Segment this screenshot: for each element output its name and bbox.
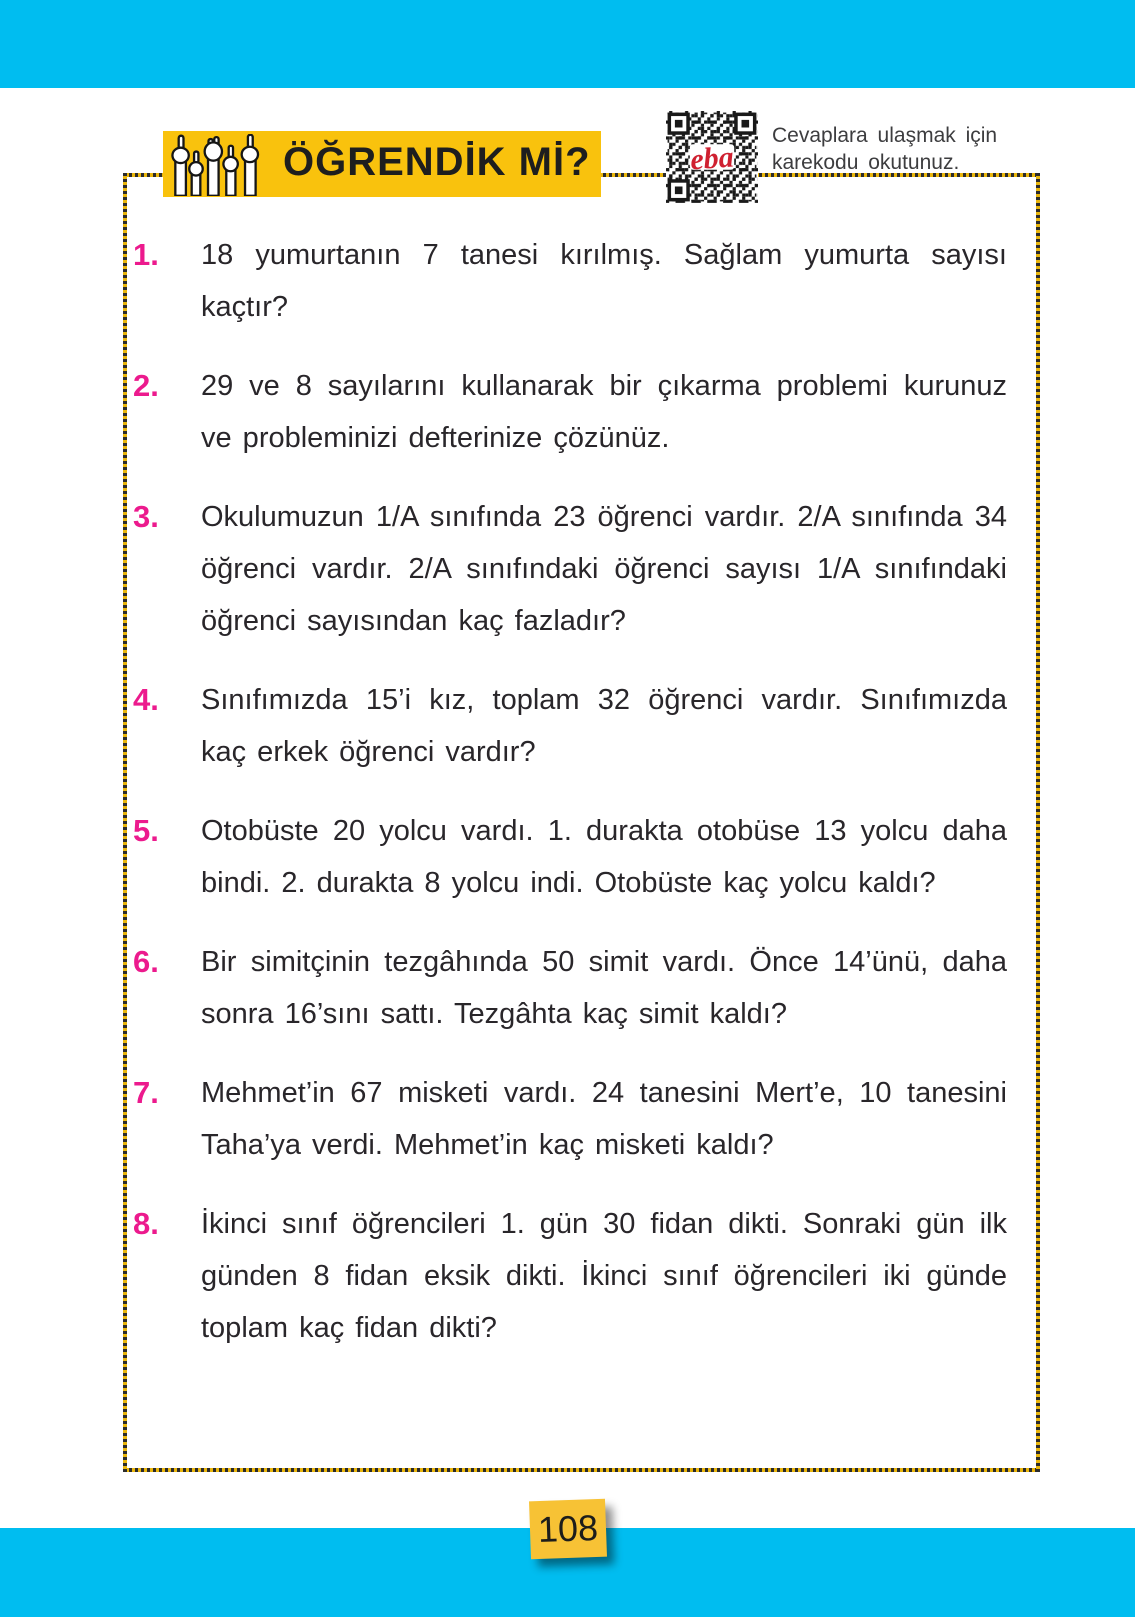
question-list (133, 229, 1007, 1381)
page-number: 108 (537, 1506, 599, 1551)
section-header-badge (163, 131, 601, 197)
question-text: 29 ve 8 sayılarını kullanarak bir çıkarma problemi kurunuz ve probleminizi defterinize çözünüz. (201, 370, 1007, 454)
question-item-6 (133, 936, 1007, 1040)
question-number: 5. (133, 813, 159, 848)
question-text: Sınıfımızda 15’i kız, toplam 32 öğrenci vardır. Sınıfımızda kaç erkek öğrenci vardır? (201, 684, 1007, 768)
question-text: Okulumuzun 1/A sınıfında 23 öğrenci vardır. 2/A sınıfında 34 öğrenci vardır. 2/A sınıfındaki öğrenci sayısı 1/A sınıfındaki öğrenci sayısından kaç fazladır? (201, 501, 1007, 637)
question-item-7 (133, 1067, 1007, 1171)
question-item-3 (133, 491, 1007, 647)
question-number: 4. (133, 682, 159, 717)
question-number: 7. (133, 1075, 159, 1110)
qr-caption: Cevaplara ulaşmak için karekodu okutunuz. (772, 124, 998, 174)
question-text: 18 yumurtanın 7 tanesi kırılmış. Sağlam yumurta sayısı kaçtır? (201, 239, 1007, 323)
page-number-badge (529, 1499, 607, 1560)
eba-logo: eba (689, 140, 735, 177)
question-number: 2. (133, 368, 159, 403)
frame-edge-left (123, 173, 127, 1472)
question-item-5 (133, 805, 1007, 909)
frame-edge-bottom (123, 1468, 1040, 1472)
question-number: 6. (133, 944, 159, 979)
question-item-2 (133, 360, 1007, 464)
question-number: 1. (133, 237, 159, 272)
question-text: Mehmet’in 67 misketi vardı. 24 tanesini Mert’e, 10 tanesini Taha’ya verdi. Mehmet’in kaç misketi kaldı? (201, 1077, 1007, 1161)
question-number: 3. (133, 499, 159, 534)
question-item-4 (133, 674, 1007, 778)
raised-hands-icon (171, 134, 271, 196)
qr-code (666, 111, 758, 203)
question-text: Bir simitçinin tezgâhında 50 simit vardı. Önce 14’ünü, daha sonra 16’sını sattı. Tezgâhta kaç simit kaldı? (201, 946, 1007, 1030)
question-item-8 (133, 1198, 1007, 1354)
frame-edge-right (1036, 173, 1040, 1472)
section-title: ÖĞRENDİK Mİ? (283, 140, 591, 184)
question-text: İkinci sınıf öğrencileri 1. gün 30 fidan dikti. Sonraki gün ilk günden 8 fidan eksik dikti. İkinci sınıf öğrencileri iki günde toplam kaç fidan dikti? (201, 1208, 1007, 1344)
top-blue-bar (0, 0, 1135, 88)
question-item-1 (133, 229, 1007, 333)
question-text: Otobüste 20 yolcu vardı. 1. durakta otobüse 13 yolcu daha bindi. 2. durakta 8 yolcu indi. Otobüste kaç yolcu kaldı? (201, 815, 1007, 899)
question-number: 8. (133, 1206, 159, 1241)
